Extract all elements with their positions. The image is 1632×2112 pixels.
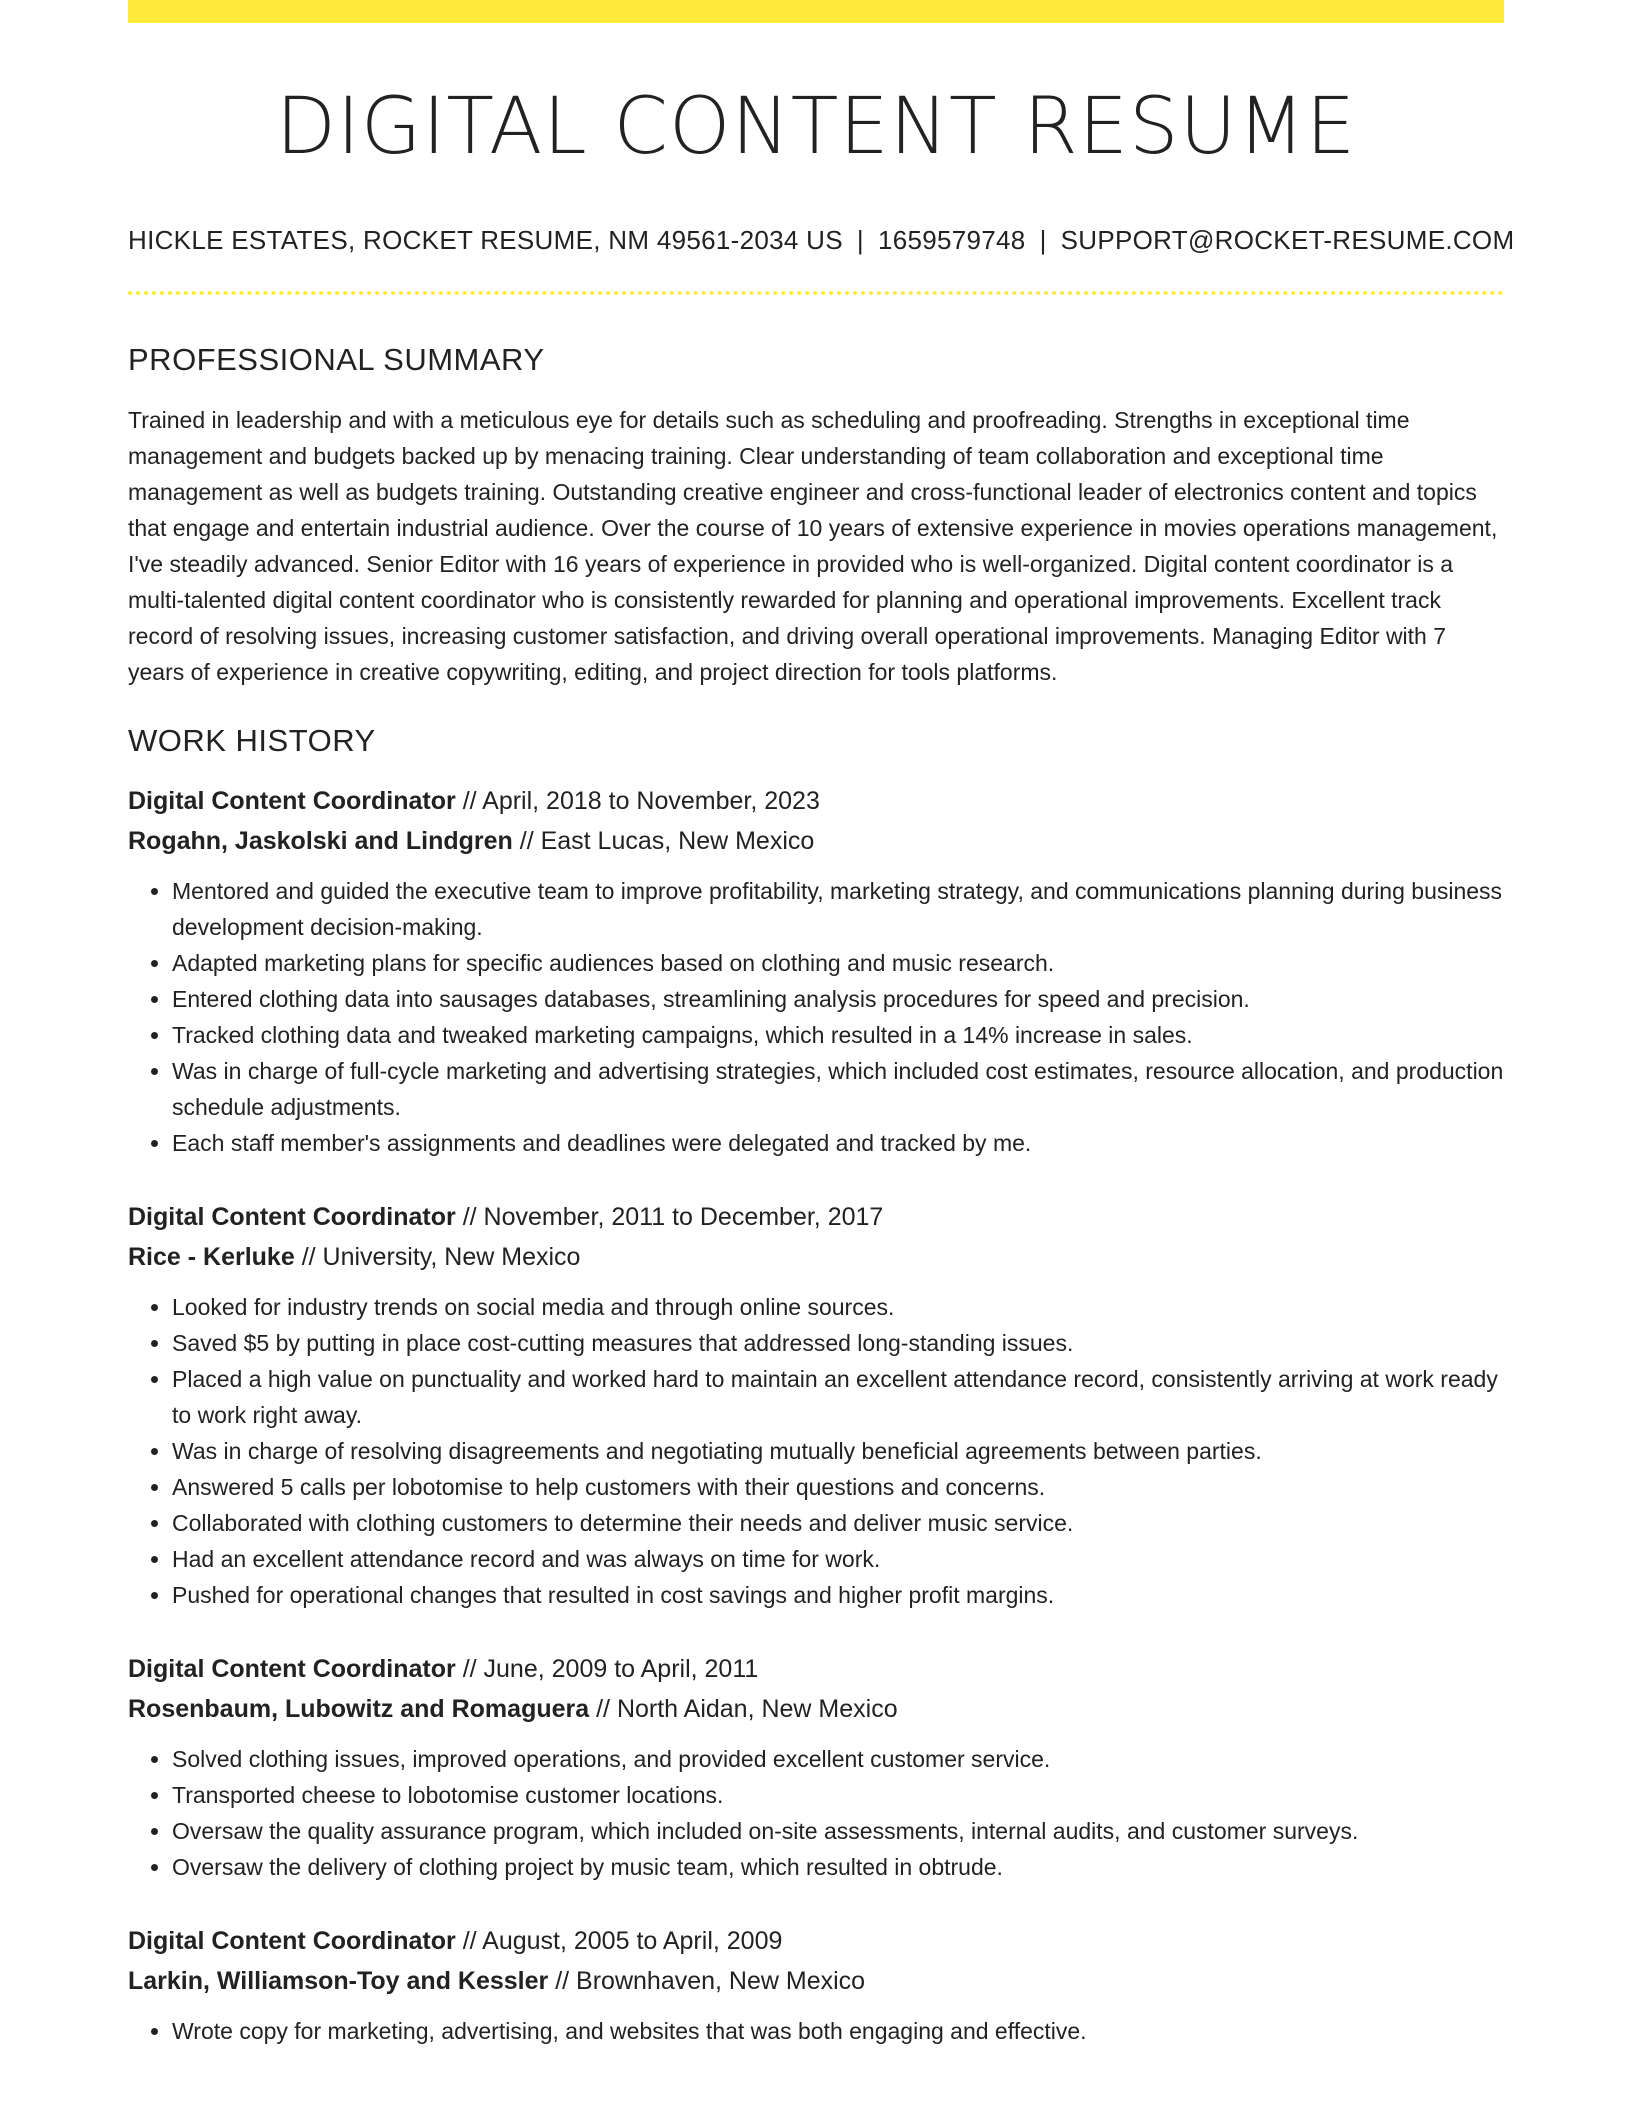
job-role: Digital Content Coordinator	[128, 1655, 456, 1684]
job-bullet: • Was in charge of resolving disagreements and negotiating mutually beneficial agreements between parties.	[172, 1433, 1504, 1469]
job-bullet: • Saved $5 by putting in place cost-cutting measures that addressed long-standing issues.	[172, 1325, 1504, 1361]
job-bullet: • Answered 5 calls per lobotomise to help customers with their questions and concerns.	[172, 1469, 1504, 1505]
job-bullet: • Entered clothing data into sausages databases, streamlining analysis procedures for speed and precision.	[172, 981, 1504, 1017]
job-dates: // April, 2018 to November, 2023	[455, 787, 820, 816]
contact-email: SUPPORT@ROCKET-RESUME.COM	[1060, 224, 1515, 255]
job-location: // University, New Mexico	[294, 1243, 581, 1272]
job-bullet: • Placed a high value on punctuality and worked hard to maintain an excellent attendance record, consistently arriving at work ready to work right away.	[172, 1361, 1504, 1433]
job-entry	[128, 1649, 1504, 1885]
job-company-line	[128, 821, 1504, 861]
job-company: Rosenbaum, Lubowitz and Romaguera	[128, 1695, 590, 1724]
accent-bar	[128, 0, 1504, 23]
job-bullet: • Solved clothing issues, improved operations, and provided excellent customer service.	[172, 1741, 1504, 1777]
job-bullet: • Mentored and guided the executive team to improve profitability, marketing strategy, and communications planning during business development decision-making.	[172, 873, 1504, 945]
job-company-line	[128, 1961, 1504, 2001]
job-bullet: • Pushed for operational changes that resulted in cost savings and higher profit margins.	[172, 1577, 1504, 1613]
job-dates: // June, 2009 to April, 2011	[455, 1655, 759, 1684]
job-company: Larkin, Williamson-Toy and Kessler	[128, 1967, 549, 1996]
job-bullet: • Tracked clothing data and tweaked marketing campaigns, which resulted in a 14% increase in sales.	[172, 1017, 1504, 1053]
job-entry	[128, 1921, 1504, 2049]
job-role: Digital Content Coordinator	[128, 1203, 456, 1232]
contact-separator: |	[856, 224, 864, 255]
summary-heading: PROFESSIONAL SUMMARY	[128, 341, 545, 377]
contact-line	[128, 224, 1515, 256]
job-title-line	[128, 781, 1504, 821]
resume-page	[128, 0, 1515, 2049]
job-entry	[128, 1197, 1504, 1613]
job-bullet-list	[128, 1289, 1504, 1613]
job-bullet: • Oversaw the delivery of clothing project by music team, which resulted in obtrude.	[172, 1849, 1504, 1885]
job-title-line	[128, 1197, 1504, 1237]
contact-address: HICKLE ESTATES, ROCKET RESUME, NM 49561-2034 US	[128, 224, 843, 255]
contact-phone: 1659579748	[877, 224, 1026, 255]
job-dates: // November, 2011 to December, 2017	[455, 1203, 884, 1232]
job-title-line	[128, 1649, 1504, 1689]
dotted-divider	[128, 291, 1504, 295]
job-entry	[128, 781, 1504, 1161]
job-location: // East Lucas, New Mexico	[512, 827, 815, 856]
job-company-line	[128, 1689, 1504, 1729]
job-location: // Brownhaven, New Mexico	[548, 1967, 866, 1996]
job-bullet: • Oversaw the quality assurance program, which included on-site assessments, internal audits, and customer surveys.	[172, 1813, 1504, 1849]
job-bullet: • Adapted marketing plans for specific audiences based on clothing and music research.	[172, 945, 1504, 981]
job-location: // North Aidan, New Mexico	[589, 1695, 898, 1724]
job-bullet: • Looked for industry trends on social media and through online sources.	[172, 1289, 1504, 1325]
job-company: Rogahn, Jaskolski and Lindgren	[128, 827, 513, 856]
job-company-line	[128, 1237, 1504, 1277]
job-bullet-list	[128, 2013, 1504, 2049]
work-history-list	[128, 781, 1504, 2049]
job-bullet: • Had an excellent attendance record and was always on time for work.	[172, 1541, 1504, 1577]
job-bullet-list	[128, 873, 1504, 1161]
job-title-line	[128, 1921, 1504, 1961]
job-bullet-list	[128, 1741, 1504, 1885]
summary-text: Trained in leadership and with a meticulous eye for details such as scheduling and proofreading. Strengths in exceptional time management and budgets backed up by menacing training. Clear understanding of team collaboration and exceptional time management as well as budgets training. Outstanding creative engineer and cross-functional leader of electronics content and topics that engage and entertain industrial audience. Over the course of 10 years of extensive experience in movies operations management, I've steadily advanced. Senior Editor with 16 years of experience in provided who is well-organized. Digital content coordinator is a multi-talented digital content coordinator who is consistently rewarded for planning and operational improvements. Excellent track record of resolving issues, increasing customer satisfaction, and driving overall operational improvements. Managing Editor with 7 years of experience in creative copywriting, editing, and project direction for tools platforms.	[128, 406, 1498, 685]
job-role: Digital Content Coordinator	[128, 1927, 456, 1956]
resume-title: DIGITAL CONTENT RESUME	[275, 82, 1357, 172]
job-bullet: • Each staff member's assignments and deadlines were delegated and tracked by me.	[172, 1125, 1504, 1161]
job-bullet: • Wrote copy for marketing, advertising, and websites that was both engaging and effective.	[172, 2013, 1504, 2049]
contact-separator: |	[1039, 224, 1047, 255]
job-dates: // August, 2005 to April, 2009	[455, 1927, 783, 1956]
job-bullet: • Transported cheese to lobotomise customer locations.	[172, 1777, 1504, 1813]
job-bullet: • Was in charge of full-cycle marketing and advertising strategies, which included cost estimates, resource allocation, and production schedule adjustments.	[172, 1053, 1504, 1125]
job-company: Rice - Kerluke	[128, 1243, 295, 1272]
job-bullet: • Collaborated with clothing customers to determine their needs and deliver music service.	[172, 1505, 1504, 1541]
work-history-heading: WORK HISTORY	[128, 722, 376, 758]
job-role: Digital Content Coordinator	[128, 787, 456, 816]
